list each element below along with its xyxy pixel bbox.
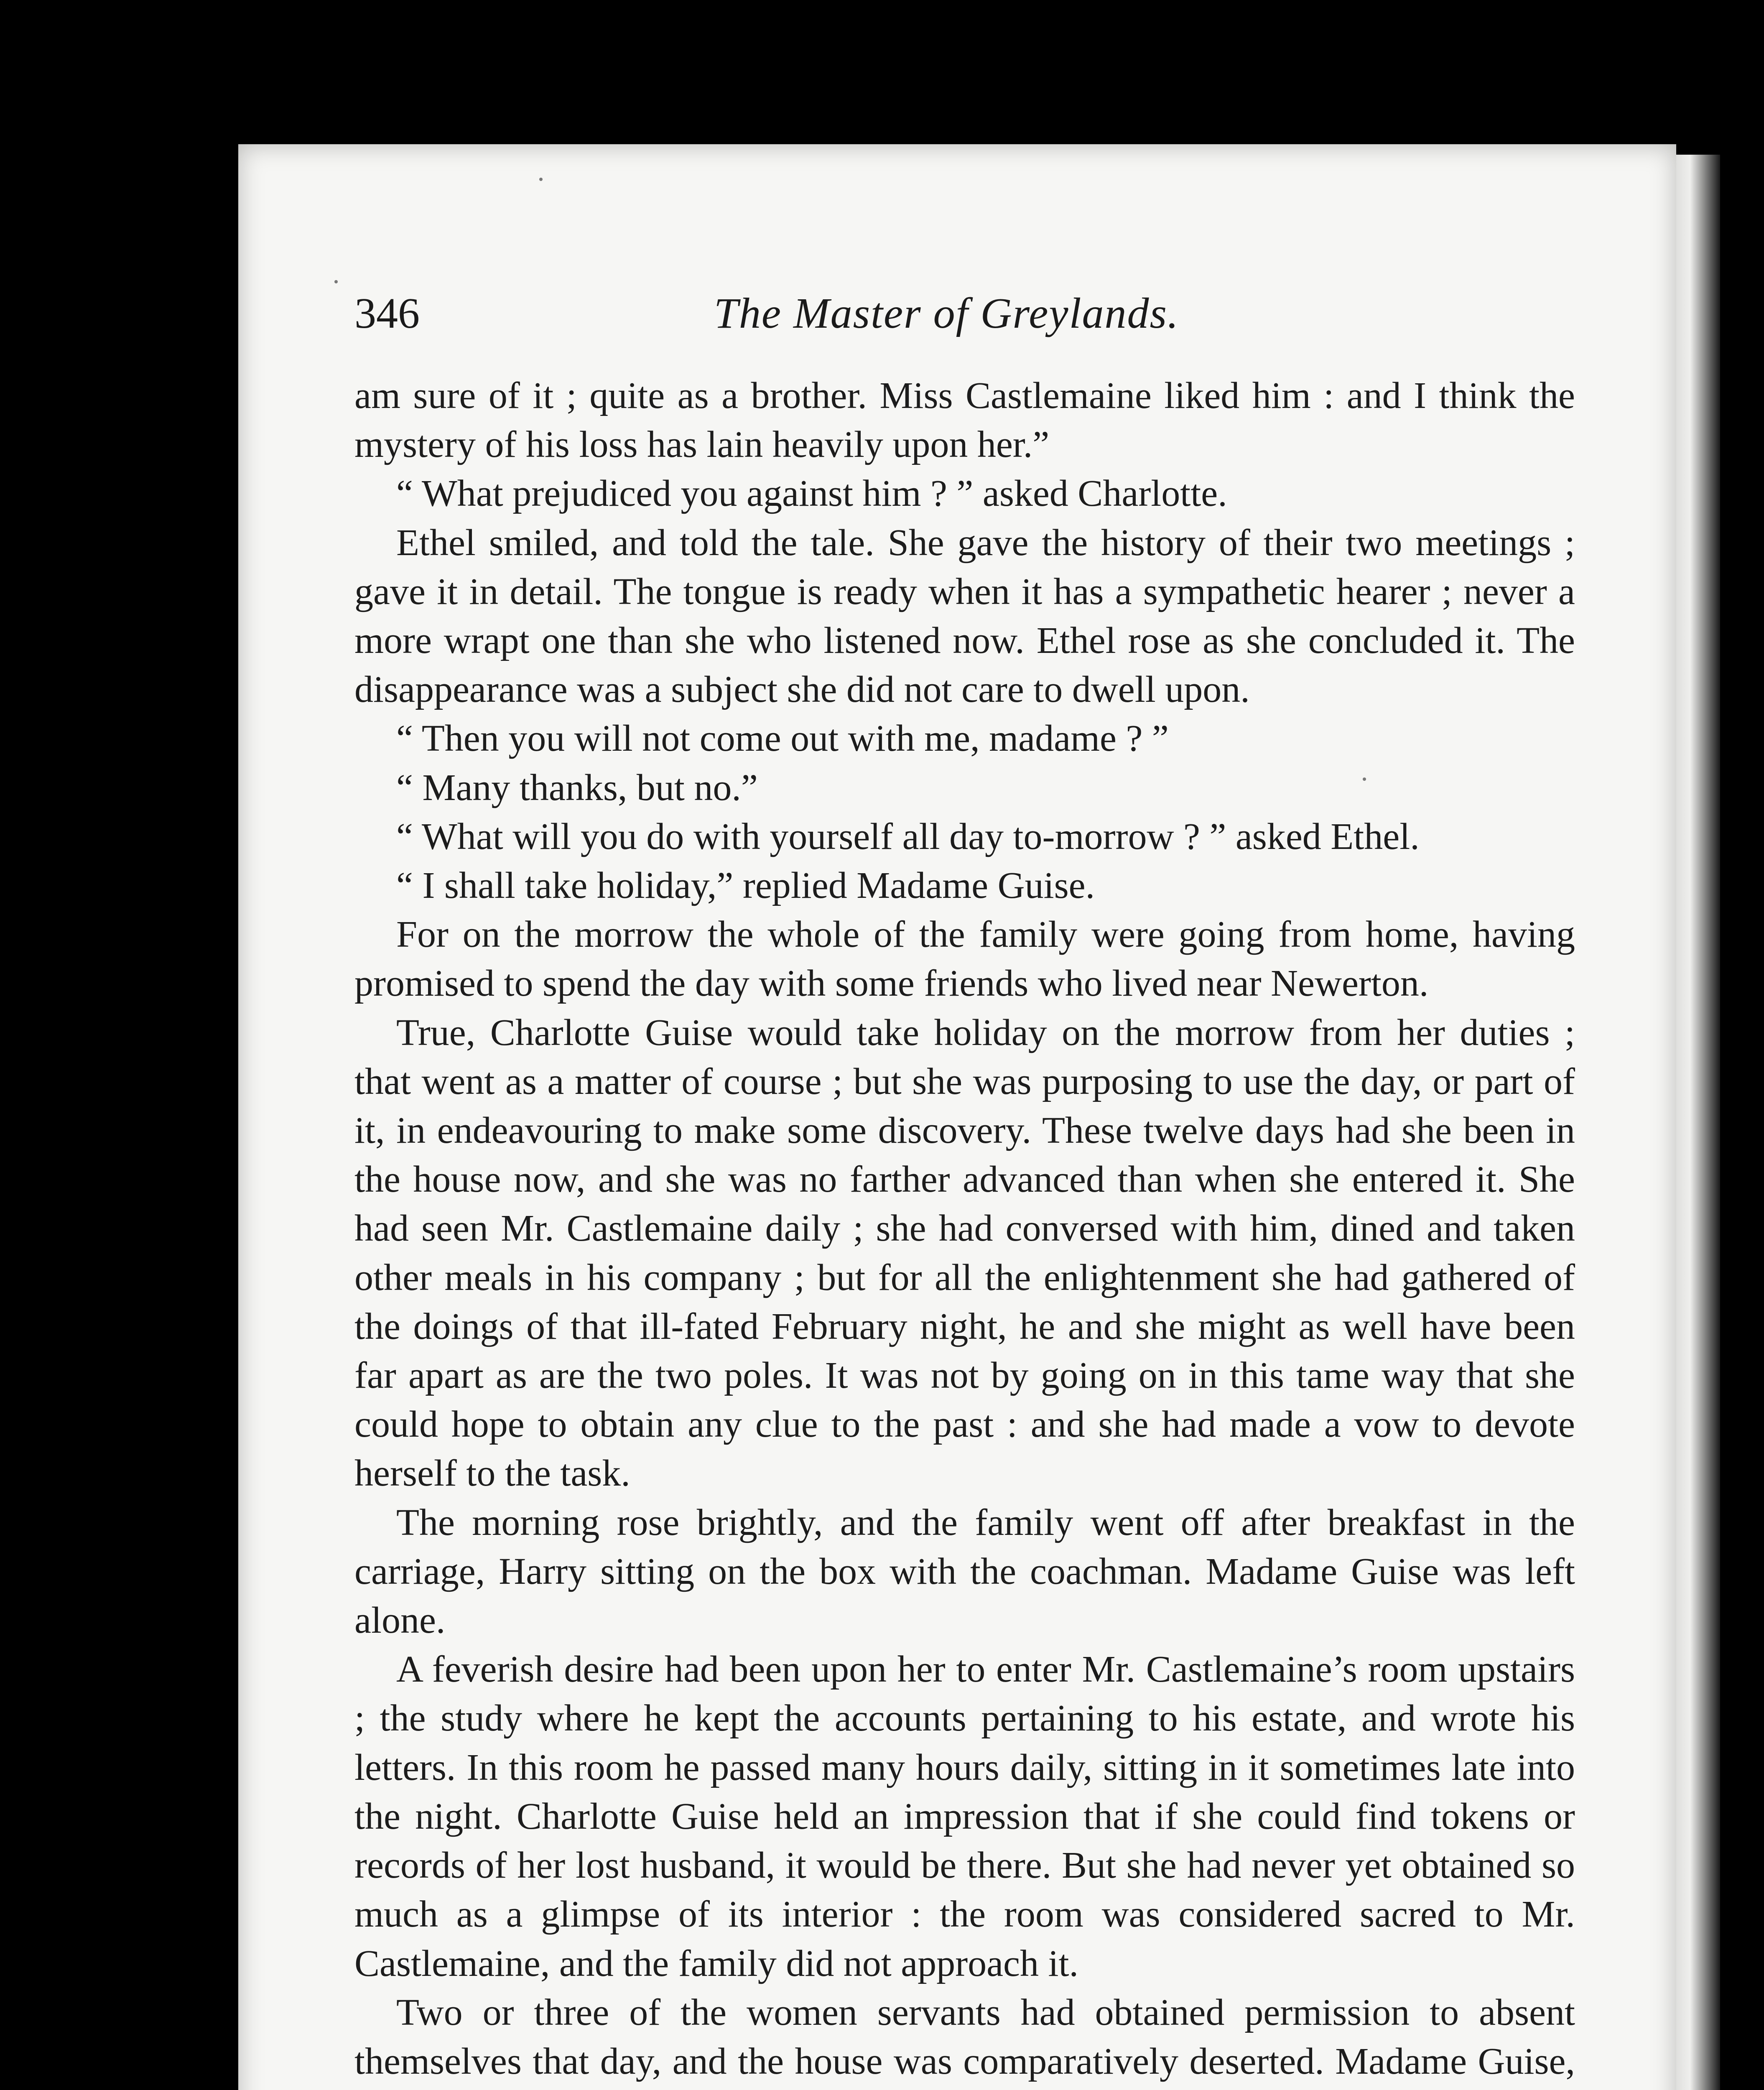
- page-number: 346: [354, 289, 420, 337]
- page-edge: [1670, 155, 1720, 2090]
- paragraph: The morning rose brightly, and the family went off after breakfast in the carriage, Harry sitting on the box with the coachman. Madame Guise was left alone.: [354, 1501, 1575, 1641]
- page-body: [354, 371, 1575, 2090]
- book-title: The Master of Greylands.: [714, 289, 1179, 337]
- paragraph: Two or three of the women servants had obtained permission to absent themselves that day, and the house was comparatively deserted. Madame Guise,: [354, 1991, 1575, 2082]
- paragraph: “ Many thanks, but no.”: [396, 767, 758, 808]
- dust-speck: [334, 280, 338, 283]
- paragraph: am sure of it ; quite as a brother. Miss Castlemaine liked him : and I think the mystery of his loss has lain heavily upon her.”: [354, 375, 1575, 466]
- dust-speck: [1363, 777, 1366, 781]
- dust-speck: [539, 178, 543, 181]
- running-head: [354, 288, 1575, 347]
- paragraph: “ What prejudiced you against him ? ” asked Charlotte.: [396, 473, 1227, 515]
- paragraph: A feverish desire had been upon her to enter Mr. Castlemaine’s room upstairs ; the study where he kept the accounts pertaining to his estate, and wrote his letters. In this room he passed many hours daily, sitting in it sometimes late into the night. Charlotte Guise held an impression that if she could find tokens or records of her lost husband, it would be there. But she had never yet obtained so much as a glimpse of its interior : the room was considered sacred to Mr. Castlemaine, and the family did not approach it.: [354, 1649, 1575, 1984]
- paragraph: “ Then you will not come out with me, madame ? ”: [396, 718, 1169, 760]
- paragraph: For on the morrow the whole of the family were going from home, having promised to spend the day with some friends who lived near Newerton.: [354, 914, 1575, 1004]
- paragraph: Ethel smiled, and told the tale. She gave the history of their two meetings ; gave it in detail. The tongue is ready when it has a sympathetic hearer ; never a more wrapt one than she who listened now. Ethel rose as she concluded it. The disappearance was a subject she did not care to dwell upon.: [354, 522, 1575, 711]
- paragraph: “ I shall take holiday,” replied Madame Guise.: [396, 865, 1095, 907]
- paragraph: “ What will you do with yourself all day to-morrow ? ” asked Ethel.: [396, 816, 1420, 857]
- paragraph: True, Charlotte Guise would take holiday on the morrow from her duties ; that went as a matter of course ; but she was purposing to use the day, or part of it, in endeavouring to make some discovery. These twelve days had she been in the house now, and she was no farther advanced than when she entered it. She had seen Mr. Castlemaine daily ; she had conversed with him, dined and taken other meals in his company ; but for all the enlightenment she had gathered of the doings of that ill-fated February night, he and she might as well have been far apart as are the two poles. It was not by going on in this tame way that she could hope to obtain any clue to the past : and she had made a vow to devote herself to the task.: [354, 1012, 1575, 1494]
